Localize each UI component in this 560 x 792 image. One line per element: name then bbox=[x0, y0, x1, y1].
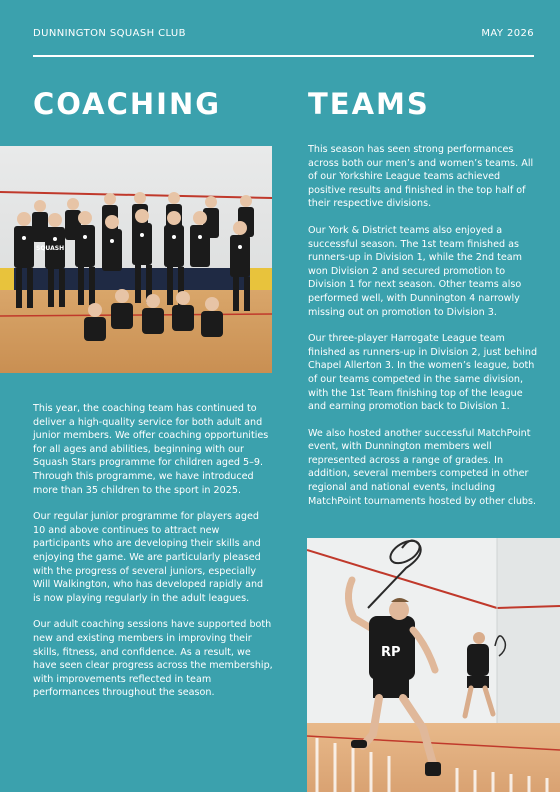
coaching-paragraph: This year, the coaching team has continued to deliver a high-quality service for both adult and junior members. We offer coaching opportunities for all ages and abilities, beginning with our Squash Stars programme for children aged 5–9. Through this programme, we have introduced more than 35 children to the sport in 2025. bbox=[33, 403, 269, 496]
teams-text bbox=[308, 143, 538, 521]
newsletter-header bbox=[0, 0, 560, 60]
teams-paragraph: Our York & District teams also enjoyed a successful season. The 1st team finished as runners-up in Division 1, while the 2nd team won Division 2 and secured promotion to Division 1 for next season. Other teams also performed well, with Dunnington 4 narrowly missing out on promotion to Division 3. bbox=[308, 224, 522, 318]
teams-action-photo bbox=[307, 538, 560, 792]
teams-heading: TEAMS bbox=[308, 87, 430, 121]
teams-paragraph: We also hosted another successful MatchPoint event, with Dunnington members well represented across a range of grades. In addition, several members competed in other regional and national events, including MatchPoint tournaments hosted by other clubs. bbox=[308, 427, 537, 507]
issue-date: MAY 2026 bbox=[481, 28, 534, 39]
coaching-heading: COACHING bbox=[33, 87, 222, 121]
teams-paragraph: This season has seen strong performances across both our men’s and women’s teams. All of our Yorkshire League teams achieved positive results and finished in the top half of their respective divisions. bbox=[308, 144, 534, 210]
coaching-paragraph: Our adult coaching sessions have supported both new and existing members in improving their skills, fitness, and confidence. As a result, we have seen clear progress across the membership, with improvements reflected in team performances throughout the season. bbox=[33, 619, 273, 699]
shirt-logo-text: SQUASH bbox=[36, 245, 65, 252]
coaching-paragraph: Our regular junior programme for players aged 10 and above continues to attract new participants who are developing their skills and enjoying the game. We are particularly pleased with the progress of several juniors, especially Will Walkington, who has developed rapidly and is now playing regularly in the adult leagues. bbox=[33, 511, 264, 604]
coaching-text bbox=[33, 402, 273, 713]
club-name: DUNNINGTON SQUASH CLUB bbox=[33, 28, 186, 39]
shirt-logo-text: RP bbox=[381, 645, 401, 660]
coaching-group-photo bbox=[0, 146, 272, 373]
header-divider bbox=[33, 55, 534, 57]
teams-paragraph: Our three-player Harrogate League team finished as runners-up in Division 2, just behind Chapel Allerton 3. In the women’s league, both of our teams competed in the same division, with the 1st Team finishing top of the league and earning promotion back to Division 1. bbox=[308, 333, 538, 413]
